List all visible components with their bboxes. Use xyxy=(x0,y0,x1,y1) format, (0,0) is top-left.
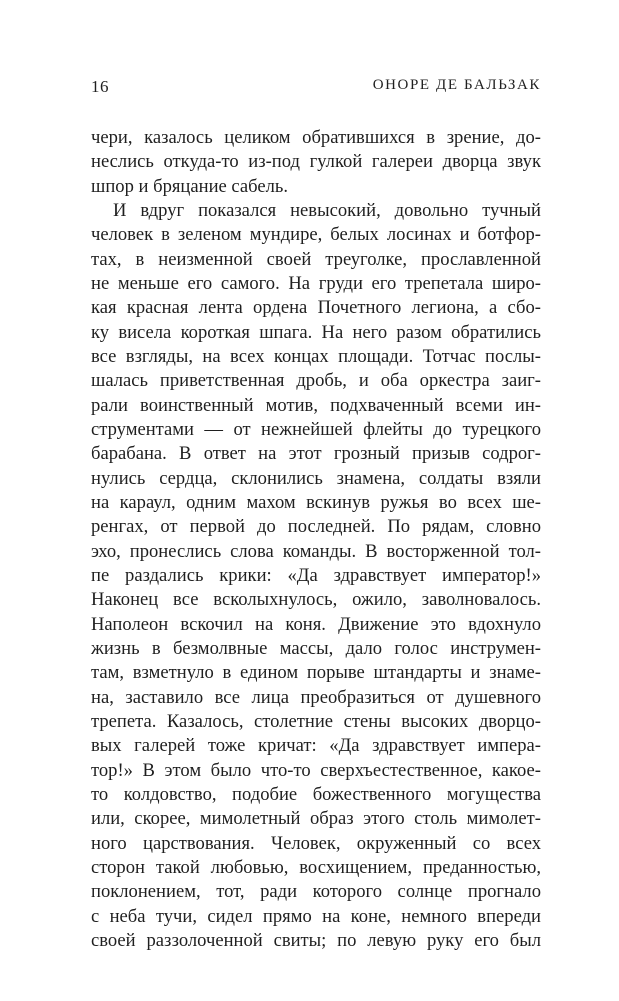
text-line: не меньше его самого. На груди его трепетала широ- xyxy=(91,272,541,294)
text-line: сторон такой любовью, восхищением, преданностью, xyxy=(91,856,541,878)
text-line: струментами — от нежнейшей флейты до турецкого xyxy=(91,418,541,440)
text-line: поклонением, тот, ради которого солнце прогнало xyxy=(91,881,541,903)
text-line: чери, казалось целиком обратившихся в зрение, до- xyxy=(91,127,541,148)
text-line: Наполеон вскочил на коня. Движение это вдохнуло xyxy=(91,613,541,635)
text-line: или, скорее, мимолетный образ этого столь мимолет- xyxy=(91,808,541,830)
text-line: на караул, одним махом вскинув ружья во всех ше- xyxy=(91,491,541,513)
text-line: там, взметнуло в едином порыве штандарты и знаме- xyxy=(91,662,541,684)
text-line: ку висела короткая шпага. На него разом обратились xyxy=(91,321,541,343)
text-line: барабана. В ответ на этот грозный призыв содрог- xyxy=(91,443,541,465)
text-line: Наконец все всколыхнулось, ожило, заволновалось. xyxy=(91,589,541,611)
running-head xyxy=(91,77,541,99)
text-line: жизнь в безмолвные массы, дало голос инструмен- xyxy=(91,637,541,659)
body-text xyxy=(91,126,541,953)
text-line: тор!» В этом было что-то сверхъестественное, какое- xyxy=(91,759,541,781)
text-line: неслись откуда-то из-под гулкой галереи дворца звук xyxy=(91,151,541,173)
text-line: шпор и бряцание сабель. xyxy=(91,175,289,197)
text-line: шалась приветственная дробь, и оба оркестра заиг- xyxy=(91,370,541,392)
text-line: человек в зеленом мундире, белых лосинах и ботфор- xyxy=(91,224,541,246)
text-line: на, заставило все лица преобразиться от душевного xyxy=(91,686,541,708)
text-line: кая красная лента ордена Почетного легиона, а сбо- xyxy=(91,297,541,319)
page-number: 16 xyxy=(91,77,109,96)
text-line: все взгляды, на всех концах площади. Тотчас послы- xyxy=(91,345,541,367)
text-line: ренгах, от первой до последней. По рядам, словно xyxy=(91,516,541,538)
text-line: своей раззолоченной свиты; по левую руку его был xyxy=(91,929,541,951)
text-line: то колдовство, подобие божественного могущества xyxy=(91,783,541,805)
text-line: нулись сердца, склонились знамена, солдаты взяли xyxy=(91,467,541,489)
text-line: эхо, пронеслись слова команды. В восторженной тол- xyxy=(91,540,541,562)
text-line: тах, в неизменной своей треуголке, прославленной xyxy=(91,248,541,270)
text-line: И вдруг показался невысокий, довольно тучный xyxy=(113,199,541,221)
text-line: пе раздались крики: «Да здравствует император!» xyxy=(91,564,541,586)
text-line: с неба тучи, сидел прямо на коне, немного впереди xyxy=(91,905,541,927)
text-line: рали воинственный мотив, подхваченный всеми ин- xyxy=(91,394,541,416)
text-line: трепета. Казалось, столетние стены высоких дворцо- xyxy=(91,710,541,732)
running-title: ОНОРЕ ДЕ БАЛЬЗАК xyxy=(372,77,541,93)
text-line: ного царствования. Человек, окруженный со всех xyxy=(91,832,541,854)
text-line: вых галерей тоже кричат: «Да здравствует импера- xyxy=(91,735,541,757)
